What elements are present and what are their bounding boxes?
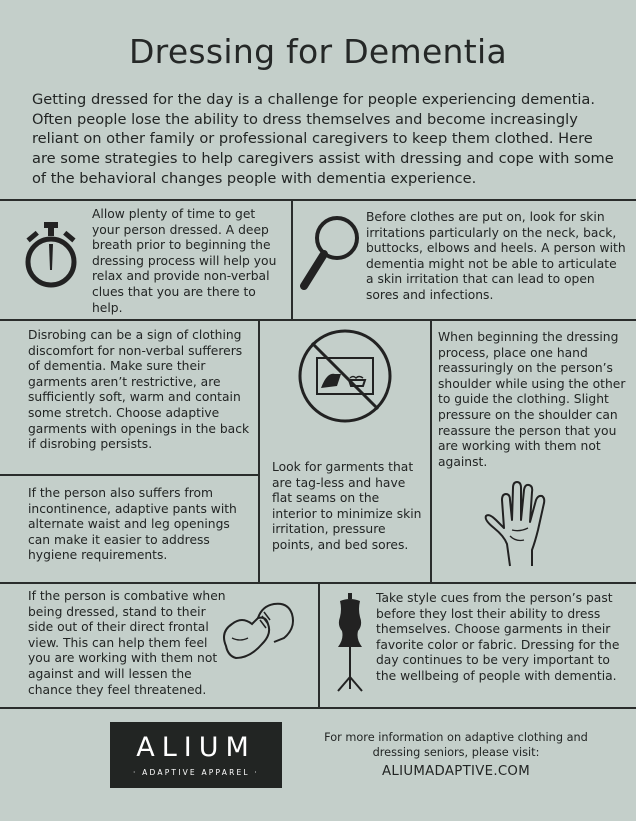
divider-row2-top xyxy=(0,319,636,321)
logo-wordmark: ALIUM xyxy=(136,732,256,763)
logo-tagline: · ADAPTIVE APPAREL · xyxy=(133,768,259,777)
divider-row1-top xyxy=(0,199,636,201)
footer-info: For more information on adaptive clothing and dressing seniors, please visit: xyxy=(324,731,588,759)
tip-incontinence: If the person also suffers from incontinence, adaptive pants with alternate waist and leg openings can make it easier to address hygiene requirements. xyxy=(28,486,237,563)
alium-logo xyxy=(110,722,282,788)
divider-row2-right xyxy=(430,319,432,583)
divider-row1-mid xyxy=(291,199,293,320)
tip-skin-check: Before clothes are put on, look for skin irritations particularly on the neck, back, buttocks, elbows and heels. A person with dementia might not be able to articulate a skin irritation that can lead to open sores and infections. xyxy=(366,210,626,302)
tip-shoulder: When beginning the dressing process, place one hand reassuringly on the person’s shoulder while using the other to guide the clothing. Slight pressure on the shoulder can reassure the person that you are working with them not against. xyxy=(438,330,626,469)
footer-url-link[interactable]: ALIUMADAPTIVE.COM xyxy=(382,764,530,779)
stopwatch-icon xyxy=(24,222,78,290)
dress-form-icon xyxy=(334,593,366,693)
tip-allow-time: Allow plenty of time to get your person dressed. A deep breath prior to beginning the dressing process will help you relax and provide non-verbal clues that you are there to help. xyxy=(92,207,277,315)
no-tag-icon xyxy=(297,328,393,424)
intro-paragraph: Getting dressed for the day is a challenge for people experiencing dementia. Often people lose the ability to dress themselves and become increasingly reliant on other family or professional caregivers to keep them clothed. Here are some strategies to help caregivers assist with dressing and cope with some of the behavioral changes people with dementia experience. xyxy=(32,91,614,187)
divider-left-split xyxy=(0,474,259,476)
tip-tagless: Look for garments that are tag-less and have flat seams on the interior to minimize skin irritation, pressure points, and bed sores. xyxy=(272,460,422,552)
boxing-gloves-icon xyxy=(218,598,302,666)
divider-footer-top xyxy=(0,707,636,709)
hand-icon xyxy=(480,478,558,570)
magnifying-glass-icon xyxy=(300,214,362,290)
tip-style: Take style cues from the person’s past before they lost their ability to dress themselves. Choose garments in their favorite color or fabric. Dressing for the day continues to be very important to the wellbeing of people with dementia. xyxy=(376,591,620,683)
tip-disrobing: Disrobing can be a sign of clothing discomfort for non-verbal sufferers of dementia. Make sure their garments aren’t restrictive, are sufficiently soft, warm and contain some stretch. Choose adaptive garments with openings in the back if disrobing persists. xyxy=(28,328,250,452)
page-title: Dressing for Dementia xyxy=(128,32,508,71)
divider-row2-left xyxy=(258,319,260,583)
divider-row3-mid xyxy=(318,582,320,708)
tip-combative: If the person is combative when being dressed, stand to their side out of their direct frontal view. This can help them feel you are working with them not against and will lessen the chance they feel threatened. xyxy=(28,589,226,697)
